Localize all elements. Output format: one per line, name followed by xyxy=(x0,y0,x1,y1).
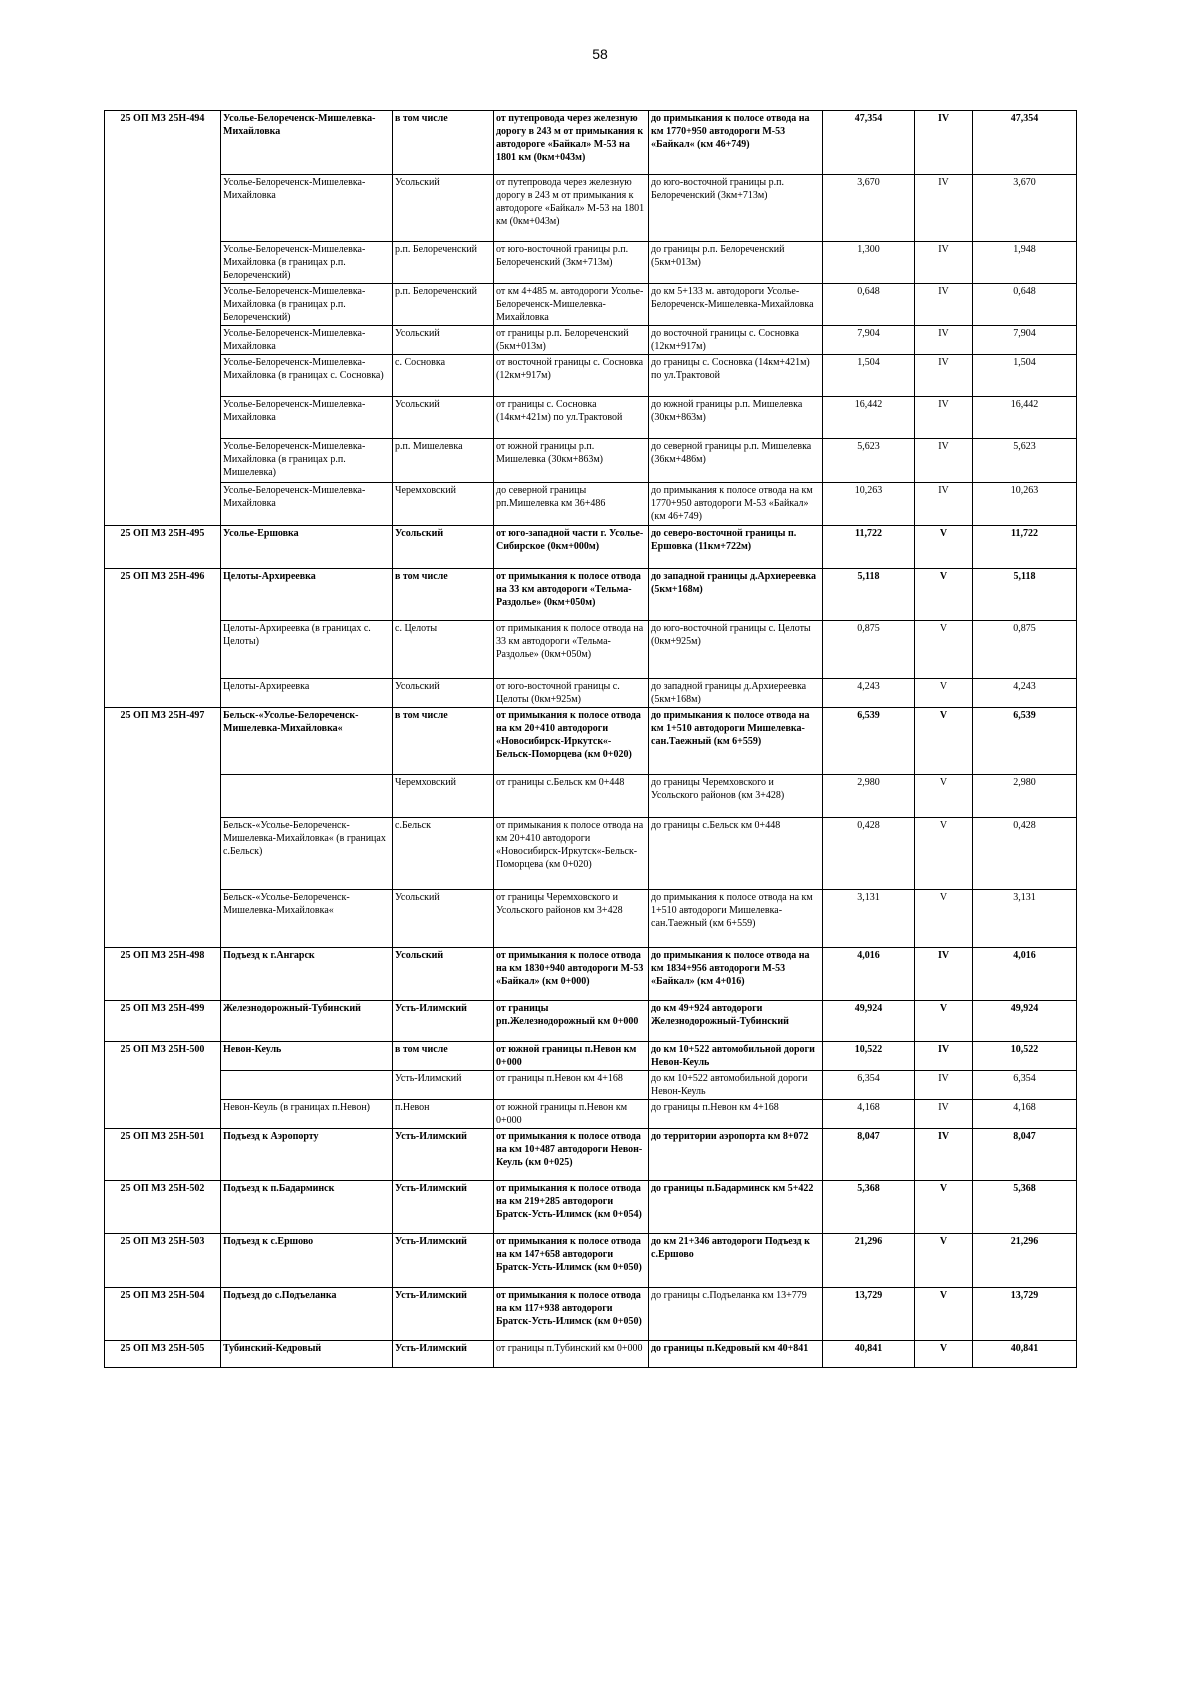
length-cell: 4,016 xyxy=(823,948,915,1001)
length-cell: 47,354 xyxy=(823,111,915,175)
category-cell: IV xyxy=(915,326,973,355)
length-cell: 21,296 xyxy=(823,1234,915,1288)
road-name-cell: Целоты-Архиреевка (в границах с. Целоты) xyxy=(221,621,393,679)
length-cell: 7,904 xyxy=(823,326,915,355)
length-cell: 10,522 xyxy=(823,1042,915,1071)
length-cell: 0,648 xyxy=(823,284,915,326)
start-point-cell: от границы п.Тубинский км 0+000 xyxy=(494,1341,649,1368)
start-point-cell: от восточной границы с. Сосновка (12км+917м) xyxy=(494,355,649,397)
road-code-cell: 25 ОП МЗ 25Н-499 xyxy=(105,1001,221,1042)
road-code-cell: 25 ОП МЗ 25Н-501 xyxy=(105,1129,221,1181)
district-cell: Усольский xyxy=(393,326,494,355)
category-cell: IV xyxy=(915,175,973,242)
start-point-cell: от примыкания к полосе отвода на км 20+410 автодороги «Новосибирск-Иркутск«-Бельск-Поморцева (км 0+020) xyxy=(494,708,649,775)
district-cell: в том числе xyxy=(393,111,494,175)
road-name-cell: Невон-Кеуль xyxy=(221,1042,393,1071)
road-name-cell: Подъезд к г.Ангарск xyxy=(221,948,393,1001)
road-name-cell: Тубинский-Кедровый xyxy=(221,1341,393,1368)
road-name-cell: Усолье-Белореченск-Мишелевка-Михайловка xyxy=(221,111,393,175)
district-cell: Усольский xyxy=(393,948,494,1001)
start-point-cell: от примыкания к полосе отвода на км 147+658 автодороги Братск-Усть-Илимск (км 0+050) xyxy=(494,1234,649,1288)
category-cell: V xyxy=(915,708,973,775)
road-code-cell: 25 ОП МЗ 25Н-495 xyxy=(105,526,221,569)
category-cell: IV xyxy=(915,483,973,526)
end-point-cell: до восточной границы с. Сосновка (12км+917м) xyxy=(649,326,823,355)
total-length-cell: 2,980 xyxy=(973,775,1077,818)
roads-table-body xyxy=(105,111,1077,1368)
end-point-cell: до южной границы р.п. Мишелевка (30км+863м) xyxy=(649,397,823,439)
road-code-cell: 25 ОП МЗ 25Н-494 xyxy=(105,111,221,526)
end-point-cell: до западной границы д.Архиереевка (5км+168м) xyxy=(649,569,823,621)
road-name-cell: Бельск-«Усолье-Белореченск-Мишелевка-Михайловка« (в границах с.Бельск) xyxy=(221,818,393,890)
start-point-cell: от примыкания к полосе отвода на 33 км автодороги «Тельма-Раздолье» (0км+050м) xyxy=(494,569,649,621)
length-cell: 10,263 xyxy=(823,483,915,526)
road-name-cell: Усолье-Белореченск-Мишелевка-Михайловка (в границах с. Сосновка) xyxy=(221,355,393,397)
length-cell: 2,980 xyxy=(823,775,915,818)
district-cell: Усть-Илимский xyxy=(393,1071,494,1100)
total-length-cell: 3,670 xyxy=(973,175,1077,242)
total-length-cell: 49,924 xyxy=(973,1001,1077,1042)
total-length-cell: 0,648 xyxy=(973,284,1077,326)
length-cell: 13,729 xyxy=(823,1288,915,1341)
district-cell: Черемховский xyxy=(393,775,494,818)
total-length-cell: 47,354 xyxy=(973,111,1077,175)
road-name-cell: Усолье-Белореченск-Мишелевка-Михайловка (в границах р.п. Белореченский) xyxy=(221,284,393,326)
total-length-cell: 4,016 xyxy=(973,948,1077,1001)
start-point-cell: от юго-западной части г. Усолье-Сибирское (0км+000м) xyxy=(494,526,649,569)
road-name-cell: Подъезд к с.Ершово xyxy=(221,1234,393,1288)
table-row xyxy=(105,111,1077,175)
start-point-cell: от примыкания к полосе отвода на км 20+410 автодороги «Новосибирск-Иркутск«-Бельск-Поморцева (км 0+020) xyxy=(494,818,649,890)
district-cell: в том числе xyxy=(393,569,494,621)
district-cell: с.Бельск xyxy=(393,818,494,890)
road-name-cell: Усолье-Белореченск-Мишелевка-Михайловка (в границах р.п. Белореченский) xyxy=(221,242,393,284)
road-name-cell: Усолье-Белореченск-Мишелевка-Михайловка (в границах р.п. Мишелевка) xyxy=(221,439,393,483)
category-cell: V xyxy=(915,1181,973,1234)
category-cell: V xyxy=(915,621,973,679)
road-name-cell: Усолье-Белореченск-Мишелевка-Михайловка xyxy=(221,397,393,439)
road-name-cell: Подъезд к Аэропорту xyxy=(221,1129,393,1181)
category-cell: V xyxy=(915,1001,973,1042)
end-point-cell: до юго-восточной границы р.п. Белореченский (3км+713м) xyxy=(649,175,823,242)
table-row xyxy=(105,1001,1077,1042)
start-point-cell: от границы с. Сосновка (14км+421м) по ул.Трактовой xyxy=(494,397,649,439)
table-row xyxy=(105,818,1077,890)
total-length-cell: 21,296 xyxy=(973,1234,1077,1288)
road-name-cell: Бельск-«Усолье-Белореченск-Мишелевка-Михайловка« xyxy=(221,708,393,775)
road-name-cell: Усолье-Белореченск-Мишелевка-Михайловка xyxy=(221,483,393,526)
end-point-cell: до границы с.Бельск км 0+448 xyxy=(649,818,823,890)
road-name-cell xyxy=(221,775,393,818)
table-row xyxy=(105,679,1077,708)
road-name-cell: Усолье-Белореченск-Мишелевка-Михайловка xyxy=(221,175,393,242)
table-row xyxy=(105,1341,1077,1368)
district-cell: с. Целоты xyxy=(393,621,494,679)
length-cell: 5,118 xyxy=(823,569,915,621)
district-cell: с. Сосновка xyxy=(393,355,494,397)
district-cell: Усть-Илимский xyxy=(393,1129,494,1181)
total-length-cell: 10,522 xyxy=(973,1042,1077,1071)
table-row xyxy=(105,890,1077,948)
district-cell: Усть-Илимский xyxy=(393,1181,494,1234)
end-point-cell: до границы Черемховского и Усольского районов (км 3+428) xyxy=(649,775,823,818)
end-point-cell: до км 10+522 автомобильной дороги Невон-Кеуль xyxy=(649,1071,823,1100)
road-code-cell: 25 ОП МЗ 25Н-504 xyxy=(105,1288,221,1341)
table-row xyxy=(105,1129,1077,1181)
end-point-cell: до примыкания к полосе отвода на км 1834+956 автодороги М-53 «Байкал» (км 4+016) xyxy=(649,948,823,1001)
category-cell: IV xyxy=(915,242,973,284)
length-cell: 6,539 xyxy=(823,708,915,775)
road-name-cell xyxy=(221,1071,393,1100)
district-cell: р.п. Белореченский xyxy=(393,284,494,326)
road-name-cell: Подъезд до с.Подъеланка xyxy=(221,1288,393,1341)
total-length-cell: 5,623 xyxy=(973,439,1077,483)
total-length-cell: 5,368 xyxy=(973,1181,1077,1234)
length-cell: 0,875 xyxy=(823,621,915,679)
start-point-cell: от примыкания к полосе отвода на 33 км автодороги «Тельма-Раздолье» (0км+050м) xyxy=(494,621,649,679)
start-point-cell: от примыкания к полосе отвода на км 117+938 автодороги Братск-Усть-Илимск (км 0+050) xyxy=(494,1288,649,1341)
length-cell: 16,442 xyxy=(823,397,915,439)
end-point-cell: до западной границы д.Архиереевка (5км+168м) xyxy=(649,679,823,708)
category-cell: V xyxy=(915,890,973,948)
category-cell: IV xyxy=(915,284,973,326)
district-cell: р.п. Мишелевка xyxy=(393,439,494,483)
length-cell: 6,354 xyxy=(823,1071,915,1100)
length-cell: 3,131 xyxy=(823,890,915,948)
end-point-cell: до границы п.Бадарминск км 5+422 xyxy=(649,1181,823,1234)
category-cell: V xyxy=(915,526,973,569)
start-point-cell: от юго-восточной границы р.п. Белореченский (3км+713м) xyxy=(494,242,649,284)
start-point-cell: до северной границы рп.Мишелевка км 36+486 xyxy=(494,483,649,526)
start-point-cell: от границы р.п. Белореченский (5км+013м) xyxy=(494,326,649,355)
total-length-cell: 4,168 xyxy=(973,1100,1077,1129)
table-row xyxy=(105,355,1077,397)
category-cell: V xyxy=(915,775,973,818)
table-row xyxy=(105,1100,1077,1129)
length-cell: 4,243 xyxy=(823,679,915,708)
start-point-cell: от примыкания к полосе отвода на км 219+285 автодороги Братск-Усть-Илимск (км 0+054) xyxy=(494,1181,649,1234)
end-point-cell: до примыкания к полосе отвода на км 1+510 автодороги Мишелевка-сан.Таежный (км 6+559) xyxy=(649,890,823,948)
category-cell: IV xyxy=(915,397,973,439)
length-cell: 8,047 xyxy=(823,1129,915,1181)
table-row xyxy=(105,1071,1077,1100)
end-point-cell: до границы с. Сосновка (14км+421м) по ул.Трактовой xyxy=(649,355,823,397)
table-row xyxy=(105,621,1077,679)
district-cell: в том числе xyxy=(393,1042,494,1071)
start-point-cell: от южной границы р.п. Мишелевка (30км+863м) xyxy=(494,439,649,483)
total-length-cell: 5,118 xyxy=(973,569,1077,621)
total-length-cell: 10,263 xyxy=(973,483,1077,526)
road-name-cell: Усолье-Ершовка xyxy=(221,526,393,569)
end-point-cell: до границы п.Невон км 4+168 xyxy=(649,1100,823,1129)
length-cell: 11,722 xyxy=(823,526,915,569)
start-point-cell: от границы рп.Железнодорожный км 0+000 xyxy=(494,1001,649,1042)
district-cell: Усть-Илимский xyxy=(393,1234,494,1288)
table-row xyxy=(105,1234,1077,1288)
district-cell: Черемховский xyxy=(393,483,494,526)
length-cell: 0,428 xyxy=(823,818,915,890)
district-cell: Усольский xyxy=(393,175,494,242)
start-point-cell: от путепровода через железную дорогу в 243 м от примыкания к автодороге «Байкал» М-53 на 1801 км (0км+043м) xyxy=(494,111,649,175)
table-row xyxy=(105,1042,1077,1071)
category-cell: IV xyxy=(915,111,973,175)
end-point-cell: до км 21+346 автодороги Подъезд к с.Ершово xyxy=(649,1234,823,1288)
table-row xyxy=(105,397,1077,439)
district-cell: Усть-Илимский xyxy=(393,1288,494,1341)
table-row xyxy=(105,1181,1077,1234)
road-name-cell: Железнодорожный-Тубинский xyxy=(221,1001,393,1042)
road-name-cell: Целоты-Архиреевка xyxy=(221,569,393,621)
road-code-cell: 25 ОП МЗ 25Н-497 xyxy=(105,708,221,948)
road-name-cell: Невон-Кеуль (в границах п.Невон) xyxy=(221,1100,393,1129)
start-point-cell: от юго-восточной границы с. Целоты (0км+925м) xyxy=(494,679,649,708)
length-cell: 1,300 xyxy=(823,242,915,284)
roads-table xyxy=(104,110,1077,1368)
category-cell: V xyxy=(915,1341,973,1368)
length-cell: 5,623 xyxy=(823,439,915,483)
end-point-cell: до северо-восточной границы п. Ершовка (11км+722м) xyxy=(649,526,823,569)
category-cell: V xyxy=(915,1288,973,1341)
start-point-cell: от южной границы п.Невон км 0+000 xyxy=(494,1100,649,1129)
total-length-cell: 8,047 xyxy=(973,1129,1077,1181)
total-length-cell: 11,722 xyxy=(973,526,1077,569)
road-name-cell: Бельск-«Усолье-Белореченск-Мишелевка-Михайловка« xyxy=(221,890,393,948)
table-row xyxy=(105,439,1077,483)
district-cell: в том числе xyxy=(393,708,494,775)
length-cell: 4,168 xyxy=(823,1100,915,1129)
district-cell: п.Невон xyxy=(393,1100,494,1129)
total-length-cell: 13,729 xyxy=(973,1288,1077,1341)
start-point-cell: от границы п.Невон км 4+168 xyxy=(494,1071,649,1100)
start-point-cell: от путепровода через железную дорогу в 243 м от примыкания к автодороге «Байкал» М-53 на 1801 км (0км+043м) xyxy=(494,175,649,242)
end-point-cell: до границы с.Подъеланка км 13+779 xyxy=(649,1288,823,1341)
total-length-cell: 0,428 xyxy=(973,818,1077,890)
start-point-cell: от южной границы п.Невон км 0+000 xyxy=(494,1042,649,1071)
category-cell: V xyxy=(915,569,973,621)
road-code-cell: 25 ОП МЗ 25Н-498 xyxy=(105,948,221,1001)
end-point-cell: до юго-восточной границы с. Целоты (0км+925м) xyxy=(649,621,823,679)
category-cell: IV xyxy=(915,1100,973,1129)
district-cell: Усольский xyxy=(393,679,494,708)
length-cell: 40,841 xyxy=(823,1341,915,1368)
category-cell: IV xyxy=(915,1042,973,1071)
road-name-cell: Целоты-Архиреевка xyxy=(221,679,393,708)
road-code-cell: 25 ОП МЗ 25Н-503 xyxy=(105,1234,221,1288)
end-point-cell: до км 10+522 автомобильной дороги Невон-Кеуль xyxy=(649,1042,823,1071)
total-length-cell: 1,504 xyxy=(973,355,1077,397)
district-cell: р.п. Белореченский xyxy=(393,242,494,284)
total-length-cell: 6,539 xyxy=(973,708,1077,775)
category-cell: IV xyxy=(915,948,973,1001)
table-row xyxy=(105,483,1077,526)
table-row xyxy=(105,242,1077,284)
district-cell: Усть-Илимский xyxy=(393,1341,494,1368)
total-length-cell: 0,875 xyxy=(973,621,1077,679)
length-cell: 5,368 xyxy=(823,1181,915,1234)
end-point-cell: до границы п.Кедровый км 40+841 xyxy=(649,1341,823,1368)
district-cell: Усть-Илимский xyxy=(393,1001,494,1042)
road-name-cell: Подъезд к п.Бадарминск xyxy=(221,1181,393,1234)
end-point-cell: до км 5+133 м. автодороги Усолье-Белореченск-Мишелевка-Михайловка xyxy=(649,284,823,326)
district-cell: Усольский xyxy=(393,890,494,948)
end-point-cell: до территории аэропорта км 8+072 xyxy=(649,1129,823,1181)
total-length-cell: 16,442 xyxy=(973,397,1077,439)
category-cell: IV xyxy=(915,1071,973,1100)
total-length-cell: 3,131 xyxy=(973,890,1077,948)
table-row xyxy=(105,569,1077,621)
total-length-cell: 1,948 xyxy=(973,242,1077,284)
category-cell: V xyxy=(915,679,973,708)
length-cell: 1,504 xyxy=(823,355,915,397)
end-point-cell: до примыкания к полосе отвода на км 1+510 автодороги Мишелевка-сан.Таежный (км 6+559) xyxy=(649,708,823,775)
category-cell: V xyxy=(915,1234,973,1288)
length-cell: 3,670 xyxy=(823,175,915,242)
road-code-cell: 25 ОП МЗ 25Н-496 xyxy=(105,569,221,708)
table-row xyxy=(105,775,1077,818)
table-row xyxy=(105,1288,1077,1341)
table-row xyxy=(105,526,1077,569)
table-row xyxy=(105,284,1077,326)
start-point-cell: от примыкания к полосе отвода на км 1830+940 автодороги М-53 «Байкал» (км 0+000) xyxy=(494,948,649,1001)
length-cell: 49,924 xyxy=(823,1001,915,1042)
end-point-cell: до границы р.п. Белореченский (5км+013м) xyxy=(649,242,823,284)
table-row xyxy=(105,708,1077,775)
page-number: 58 xyxy=(592,46,608,62)
road-code-cell: 25 ОП МЗ 25Н-505 xyxy=(105,1341,221,1368)
road-name-cell: Усолье-Белореченск-Мишелевка-Михайловка xyxy=(221,326,393,355)
road-code-cell: 25 ОП МЗ 25Н-500 xyxy=(105,1042,221,1129)
end-point-cell: до примыкания к полосе отвода на км 1770+950 автодороги М-53 «Байкал« (км 46+749) xyxy=(649,111,823,175)
category-cell: IV xyxy=(915,1129,973,1181)
category-cell: IV xyxy=(915,439,973,483)
road-code-cell: 25 ОП МЗ 25Н-502 xyxy=(105,1181,221,1234)
category-cell: V xyxy=(915,818,973,890)
total-length-cell: 7,904 xyxy=(973,326,1077,355)
start-point-cell: от примыкания к полосе отвода на км 10+487 автодороги Невон-Кеуль (км 0+025) xyxy=(494,1129,649,1181)
start-point-cell: от границы Черемховского и Усольского районов км 3+428 xyxy=(494,890,649,948)
district-cell: Усольский xyxy=(393,397,494,439)
table-row xyxy=(105,326,1077,355)
table-row xyxy=(105,175,1077,242)
start-point-cell: от км 4+485 м. автодороги Усолье-Белореченск-Мишелевка-Михайловка xyxy=(494,284,649,326)
category-cell: IV xyxy=(915,355,973,397)
start-point-cell: от границы с.Бельск км 0+448 xyxy=(494,775,649,818)
total-length-cell: 40,841 xyxy=(973,1341,1077,1368)
district-cell: Усольский xyxy=(393,526,494,569)
end-point-cell: до северной границы р.п. Мишелевка (36км+486м) xyxy=(649,439,823,483)
table-row xyxy=(105,948,1077,1001)
total-length-cell: 4,243 xyxy=(973,679,1077,708)
end-point-cell: до примыкания к полосе отвода на км 1770+950 автодороги М-53 «Байкал» (км 46+749) xyxy=(649,483,823,526)
end-point-cell: до км 49+924 автодороги Железнодорожный-Тубинский xyxy=(649,1001,823,1042)
total-length-cell: 6,354 xyxy=(973,1071,1077,1100)
